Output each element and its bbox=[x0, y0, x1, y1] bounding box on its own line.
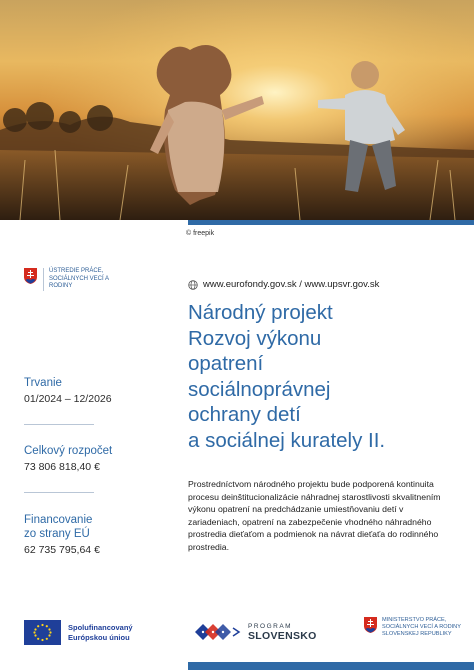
ministry-logo-text: MINISTERSTVO PRÁCE, SOCIÁLNYCH VECÍ A RODINY SLOVENSKEJ REPUBLIKY bbox=[382, 617, 461, 637]
budget-value: 73 806 818,40 € bbox=[24, 461, 100, 473]
eu-line-1: Spolufinancovaný bbox=[68, 622, 133, 632]
upsvr-logo-text: ÚSTREDIE PRÁCE, SOCIÁLNYCH VECÍ A RODINY bbox=[43, 268, 113, 291]
duration-value: 01/2024 – 12/2026 bbox=[24, 393, 112, 405]
eu-logo bbox=[24, 620, 133, 645]
eu-funding-block bbox=[24, 513, 154, 557]
program-slovensko-icon bbox=[193, 619, 243, 645]
eu-funding-label-1: Financovanie bbox=[24, 514, 93, 526]
slovak-crest-icon bbox=[364, 617, 377, 633]
website-links[interactable] bbox=[188, 279, 379, 290]
title-line: sociálnoprávnej bbox=[188, 377, 331, 401]
ministry-logo bbox=[364, 617, 462, 638]
project-description: Prostredníctvom národného projektu bude podporená kontinuita procesu deinštitucionalizácie náhradnej starostlivosti skvalitnením výkonu opatrení na predchádzanie umiestňovaniu detí v zariadeniach, opatrení na zabezpečenie vhodného náhradného prostredia dieťaťom a podmienok na návrat dieťaťa do rodinného prostredia. bbox=[188, 479, 441, 552]
program-line-2: SLOVENSKO bbox=[248, 629, 317, 642]
hero-accent-bar bbox=[188, 220, 474, 225]
eu-logo-text bbox=[68, 623, 133, 643]
program-slovensko-logo bbox=[193, 619, 317, 645]
title-line: Národný projekt bbox=[188, 301, 333, 324]
eu-funding-label-2: zo strany EÚ bbox=[24, 528, 90, 540]
budget-block bbox=[24, 444, 154, 474]
eu-flag-icon bbox=[24, 620, 61, 645]
title-line: Rozvoj výkonu bbox=[188, 326, 322, 350]
duration-block bbox=[24, 376, 154, 406]
title-line: ochrany detí bbox=[188, 403, 301, 426]
upsvr-logo bbox=[24, 268, 113, 291]
eu-funding-value: 62 735 795,64 € bbox=[24, 544, 100, 556]
divider bbox=[24, 424, 94, 425]
hero-photo bbox=[0, 0, 474, 220]
hero-illustration bbox=[0, 0, 474, 220]
project-title bbox=[188, 300, 468, 453]
bottom-accent-bar bbox=[188, 662, 474, 670]
globe-icon bbox=[188, 280, 198, 290]
divider bbox=[24, 492, 94, 493]
title-line: a sociálnej kurately II. bbox=[188, 428, 386, 452]
slovak-crest-icon bbox=[24, 268, 37, 284]
duration-label: Trvanie bbox=[24, 377, 62, 389]
eu-line-2: Európskou úniou bbox=[68, 632, 130, 642]
program-line-1: PROGRAM bbox=[248, 622, 293, 630]
title-line: opatrení bbox=[188, 352, 264, 375]
website-text[interactable]: www.eurofondy.gov.sk / www.upsvr.gov.sk bbox=[203, 279, 380, 290]
photo-credit: © freepik bbox=[186, 230, 215, 237]
budget-label: Celkový rozpočet bbox=[24, 445, 113, 457]
